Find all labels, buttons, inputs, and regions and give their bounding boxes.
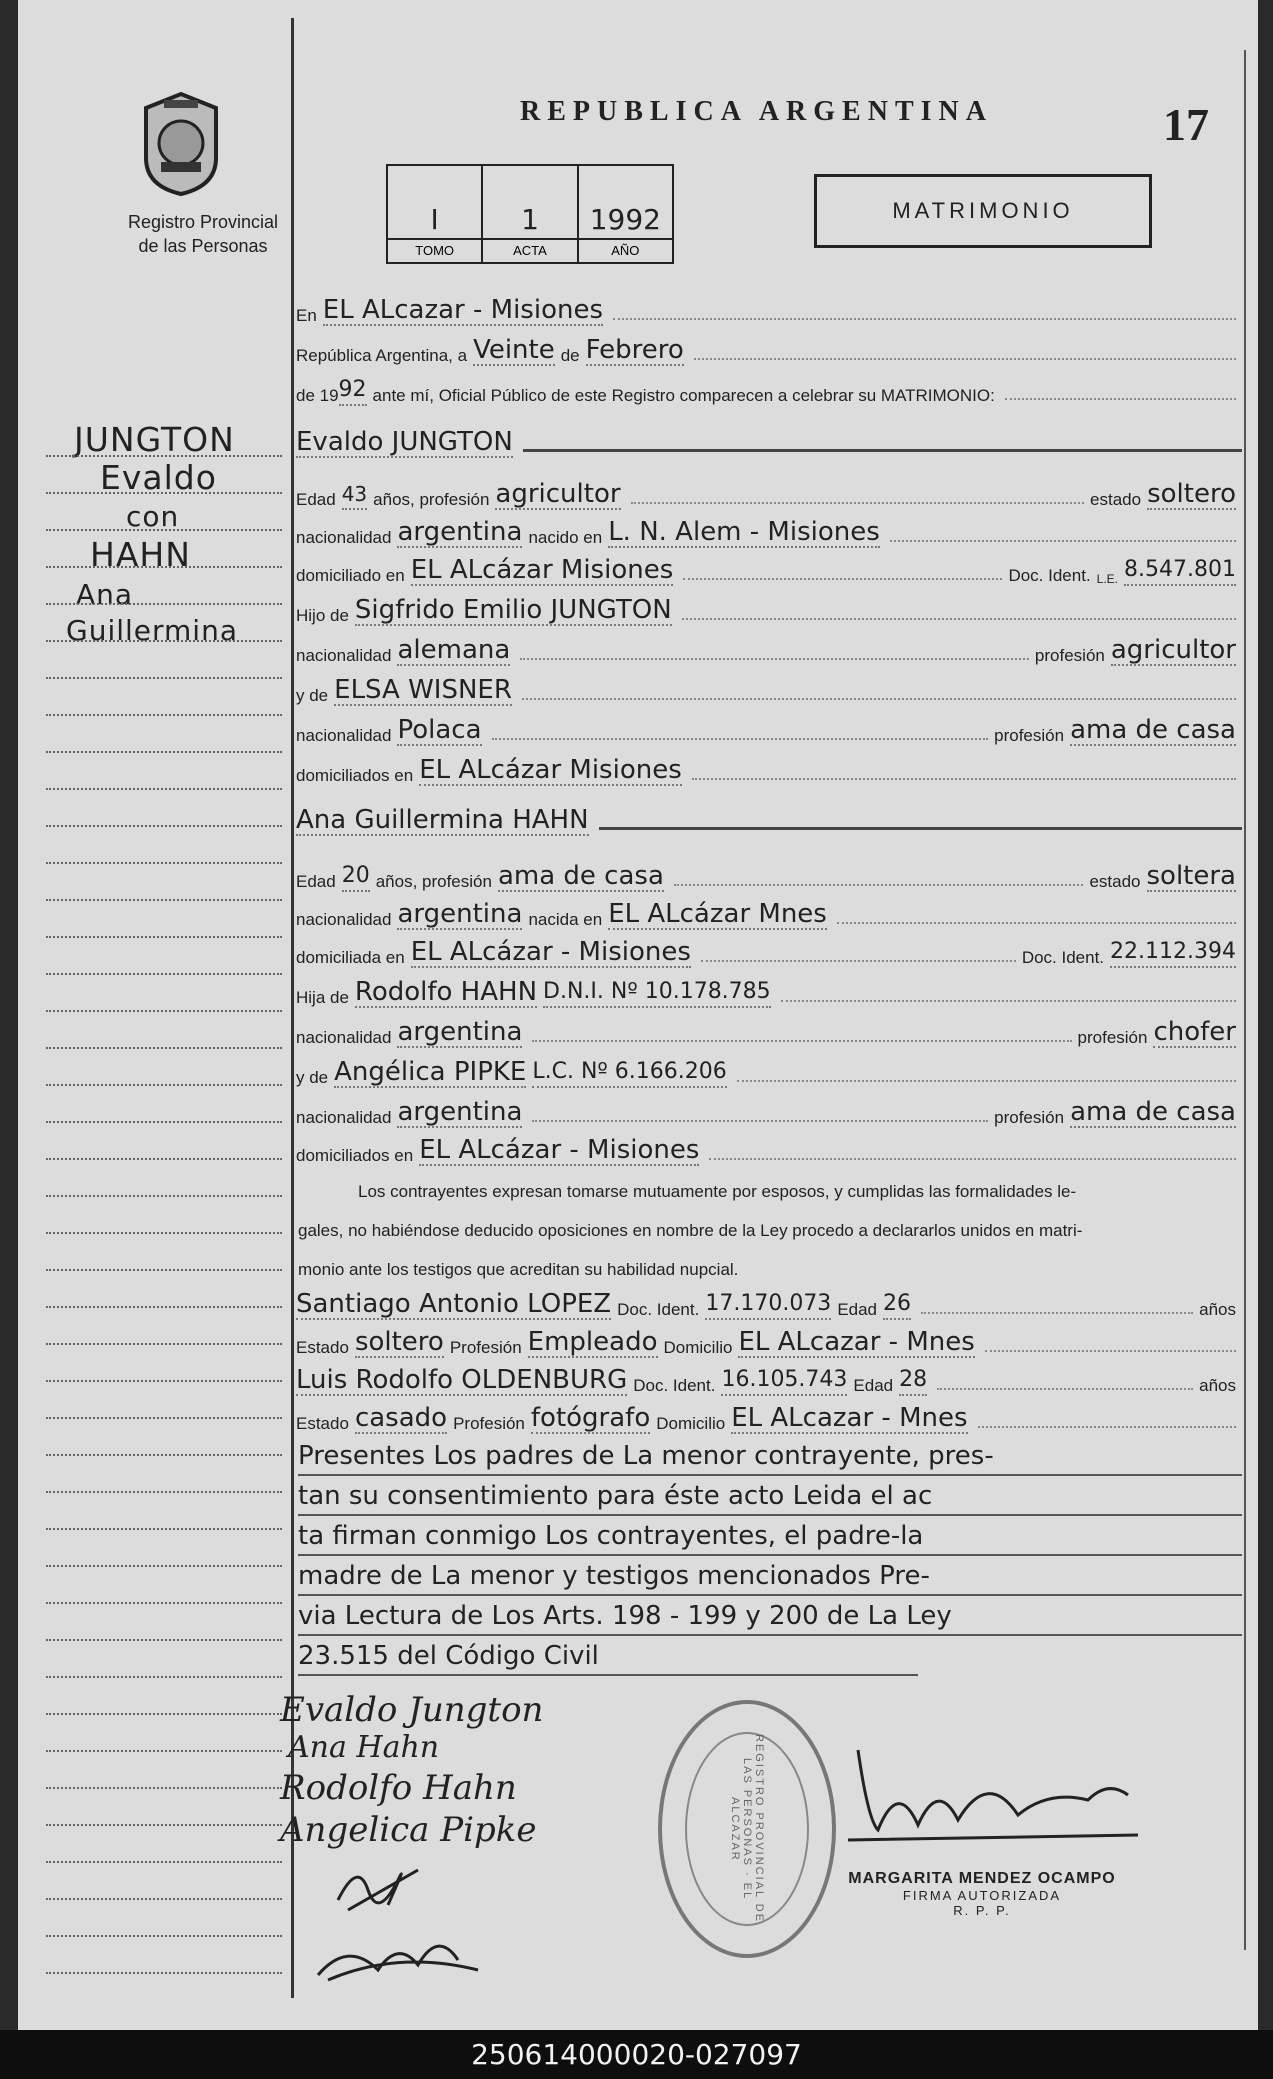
margin-rule (46, 899, 282, 901)
margin-rule (46, 1010, 282, 1012)
margin-rule (46, 788, 282, 790)
signature-bride-mother: Angelica Pipke (280, 1810, 537, 1850)
margin-middle-name-bride: Guillermina (66, 614, 238, 647)
margin-con: con (126, 500, 180, 533)
margin-rule (46, 862, 282, 864)
margin-rule (46, 751, 282, 753)
act-type-box: MATRIMONIO (814, 174, 1152, 248)
document-id-bar: 250614000020-027097 (0, 2030, 1273, 2079)
signature-bride: Ana Hahn (288, 1730, 440, 1765)
margin-name-groom: Evaldo (100, 458, 217, 497)
margin-rule (46, 1269, 282, 1271)
margin-rule (46, 1306, 282, 1308)
margin-rule (46, 936, 282, 938)
margin-rule (46, 1195, 282, 1197)
declaration-paragraph: Los contrayentes expresan tomarse mutuamente por esposos, y cumplidas las formalidades le- gales, no habiéndose deducido oposiciones en nombre de la Ley procedo a declararlos unidos en matri- monio ante los testigos que acreditan su habilidad nupcial. (298, 1182, 1083, 1279)
place-value: EL ALcazar - Misiones (322, 295, 604, 325)
note-line-4: madre de La menor y testigos mencionados Pre- (298, 1558, 1242, 1596)
official-title: FIRMA AUTORIZADA (902, 1888, 1062, 1903)
margin-rule (46, 1824, 282, 1826)
margin-rule (46, 1935, 282, 1937)
place-line: En EL ALcazar - Misiones (296, 290, 1242, 326)
signature-bride-father: Rodolfo Hahn (280, 1768, 517, 1808)
day-value: Veinte (473, 335, 555, 365)
margin-rule (46, 1084, 282, 1086)
margin-rule (46, 455, 282, 457)
official-stamp: REGISTRO PROVINCIAL DE LAS PERSONAS · EL ALCAZAR (658, 1700, 836, 1958)
margin-rule (46, 1639, 282, 1641)
official-block (842, 1870, 1122, 1918)
bride-mother-nationality-line: nacionalidad argentina profesión ama de casa (296, 1097, 1236, 1127)
margin-rule (46, 1232, 282, 1234)
bride-father-nationality-line: nacionalidad argentina profesión chofer (296, 1017, 1236, 1047)
bride-domicile-line: domiciliada en EL ALcázar - Misiones Doc. Ident. 22.112.394 (296, 937, 1236, 967)
witness-2-details-line: Estado casado Profesión fotógrafo Domicilio EL ALcazar - Mnes (296, 1398, 1242, 1434)
margin-rule (46, 825, 282, 827)
note-line-1: Presentes Los padres de La menor contrayente, pres- (298, 1438, 1242, 1476)
signature-groom: Evaldo Jungton (280, 1690, 544, 1730)
month-value: Febrero (585, 335, 684, 365)
margin-rule (46, 1898, 282, 1900)
bride-age-line: Edad 20 años, profesión ama de casa estado soltera (296, 861, 1236, 891)
page-number: 17 (1163, 99, 1209, 150)
groom-name-line (296, 422, 1242, 458)
margin-rule (46, 1750, 282, 1752)
margin-rule (46, 603, 282, 605)
witness-1-line: Santiago Antonio LOPEZ Doc. Ident. 17.170.073 Edad 26 años (296, 1289, 1236, 1319)
bride-nationality-line: nacionalidad argentina nacida en EL ALcázar Mnes (296, 894, 1242, 930)
groom-name: Evaldo JUNGTON (296, 427, 513, 457)
margin-rule (46, 1158, 282, 1160)
official-office: R. P. P. (953, 1903, 1011, 1918)
groom-age-line: Edad 43 años, profesión agricultor estado soltero (296, 479, 1236, 509)
margin-rule (46, 677, 282, 679)
groom-father-line: Hijo de Sigfrido Emilio JUNGTON (296, 590, 1242, 626)
margin-name-bride: Ana (76, 578, 134, 611)
document-page (18, 0, 1258, 2030)
margin-surname-groom: JUNGTON (74, 420, 235, 459)
witness-signature-1-icon (328, 1850, 438, 1920)
witness-2-line: Luis Rodolfo OLDENBURG Doc. Ident. 16.105.743 Edad 28 años (296, 1365, 1236, 1395)
note-line-3: ta firman conmigo Los contrayentes, el padre-la (298, 1518, 1242, 1556)
bride-mother-line: y de Angélica PIPKE L.C. Nº 6.166.206 (296, 1052, 1242, 1088)
official-signature-icon (838, 1740, 1138, 1850)
year-value: 92 (339, 376, 367, 406)
groom-father-nationality-line: nacionalidad alemana profesión agricultor (296, 635, 1236, 665)
margin-rule (46, 1713, 282, 1715)
groom-nationality-line: nacionalidad argentina nacido en L. N. Alem - Misiones (296, 512, 1242, 548)
bride-name-line (296, 800, 1242, 836)
margin-rule (46, 640, 282, 642)
bride-parents-domicile-line: domiciliados en EL ALcázar - Misiones (296, 1130, 1242, 1166)
date-line: República Argentina, a Veinte de Febrero (296, 330, 1242, 366)
margin-rule (46, 1047, 282, 1049)
tomo-cell: I TOMO (388, 166, 481, 262)
margin-rule (46, 1417, 282, 1419)
note-line-6: 23.515 del Código Civil (298, 1638, 918, 1676)
registry-name: Registro Provincial de las Personas (127, 212, 279, 256)
groom-parents-domicile-line: domiciliados en EL ALcázar Misiones (296, 750, 1242, 786)
witness-signature-2-icon (308, 1920, 488, 1990)
note-line-2: tan su consentimiento para éste acto Leida el ac (298, 1478, 1242, 1516)
tomo-acta-box (386, 164, 674, 264)
margin-rule (46, 1602, 282, 1604)
margin-column (40, 0, 305, 2030)
groom-domicile-line: domiciliado en EL ALcázar Misiones Doc. Ident. L.E. 8.547.801 (296, 555, 1236, 586)
bride-father-line: Hija de Rodolfo HAHN D.N.I. Nº 10.178.785 (296, 972, 1242, 1008)
acta-cell: 1 ACTA (481, 166, 576, 262)
margin-rule (46, 1121, 282, 1123)
margin-rule (46, 1491, 282, 1493)
official-name: MARGARITA MENDEZ OCAMPO (848, 1870, 1116, 1887)
year-line: de 19 92 ante mí, Oficial Público de este Registro comparecen a celebrar su MATRIMONIO: (296, 370, 1242, 406)
ano-cell: 1992 AÑO (577, 166, 672, 262)
margin-rule (46, 1861, 282, 1863)
right-border (1244, 50, 1246, 1950)
groom-mother-nationality-line: nacionalidad Polaca profesión ama de casa (296, 715, 1236, 745)
margin-rule (46, 1380, 282, 1382)
margin-rule (46, 1787, 282, 1789)
margin-rule (46, 492, 282, 494)
margin-rule (46, 1343, 282, 1345)
groom-mother-line: y de ELSA WISNER (296, 670, 1242, 706)
registry-seal-icon (136, 88, 226, 198)
margin-rule (46, 1676, 282, 1678)
bride-name: Ana Guillermina HAHN (296, 805, 589, 835)
country-title: REPUBLICA ARGENTINA (520, 96, 993, 127)
margin-rule (46, 1454, 282, 1456)
margin-rule (46, 1972, 282, 1974)
margin-rule (46, 1528, 282, 1530)
margin-surname-bride: HAHN (90, 535, 191, 574)
witness-1-details-line: Estado soltero Profesión Empleado Domicilio EL ALcazar - Mnes (296, 1322, 1242, 1358)
margin-rule (46, 529, 282, 531)
margin-rule (46, 714, 282, 716)
margin-rule (46, 973, 282, 975)
note-line-5: via Lectura de Los Arts. 198 - 199 y 200 de La Ley (298, 1598, 1242, 1636)
margin-rule (46, 1565, 282, 1567)
margin-rule (46, 566, 282, 568)
